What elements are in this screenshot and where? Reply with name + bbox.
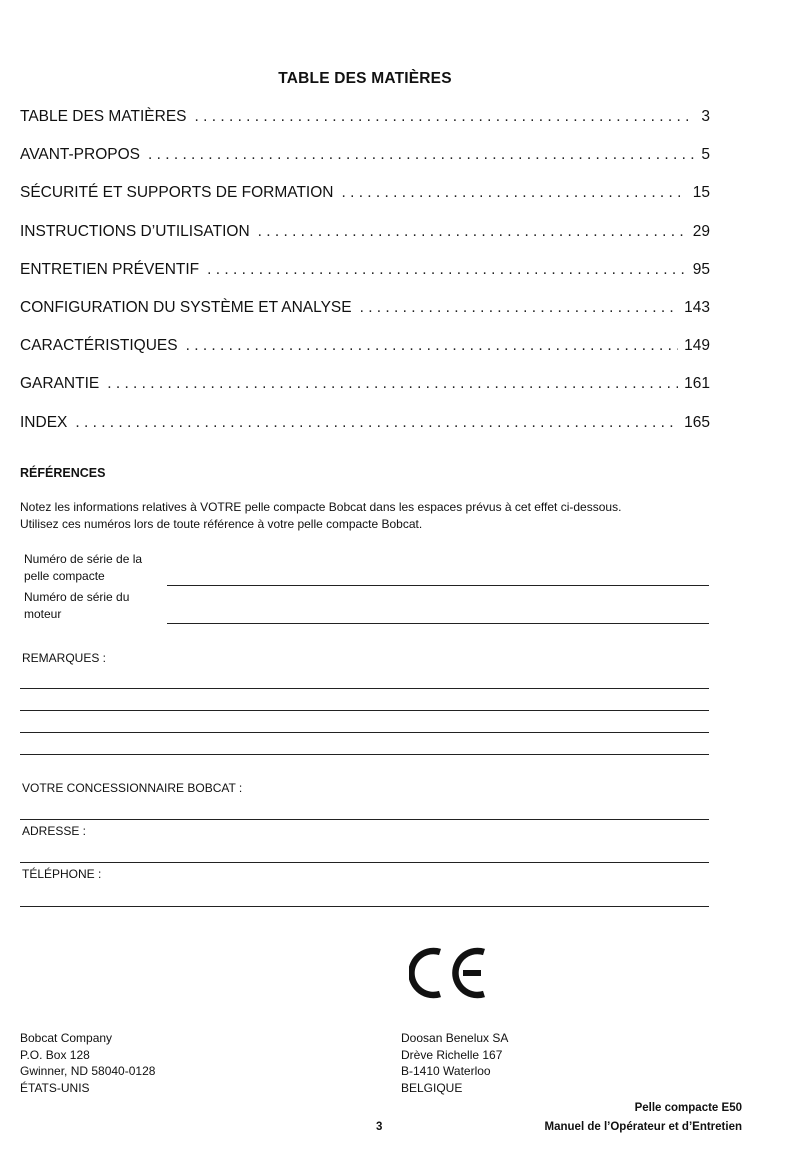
toc-entry-label: AVANT-PROPOS <box>20 146 141 164</box>
address-line: Gwinner, ND 58040-0128 <box>20 1064 156 1078</box>
remarks-line[interactable] <box>20 710 709 711</box>
toc-entry-page: 149 <box>684 337 710 355</box>
toc-entry-page: 143 <box>684 298 710 316</box>
toc-entry[interactable] <box>20 375 710 413</box>
intro-line: Utilisez ces numéros lors de toute référence à votre pelle compacte Bobcat. <box>20 517 423 531</box>
address-label: ADRESSE : <box>22 824 87 838</box>
toc-leader-dots <box>75 414 678 432</box>
dealer-field[interactable] <box>20 819 709 820</box>
us-address <box>20 1030 155 1096</box>
address-field[interactable] <box>20 862 709 863</box>
toc-entry-label: CONFIGURATION DU SYSTÈME ET ANALYSE <box>20 298 352 316</box>
toc-leader-dots <box>107 375 678 393</box>
toc-entry-page: 95 <box>692 260 710 278</box>
dealer-label: VOTRE CONCESSIONNAIRE BOBCAT : <box>22 781 243 795</box>
toc-leader-dots <box>207 261 687 279</box>
toc-entry-page: 5 <box>701 146 710 164</box>
toc-leader-dots <box>258 223 687 241</box>
footer-manual-title: Manuel de l’Opérateur et d’Entretien <box>544 1121 742 1133</box>
page-number: 3 <box>376 1121 383 1133</box>
remarks-line[interactable] <box>20 754 709 755</box>
address-line: P.O. Box 128 <box>20 1047 90 1062</box>
toc-entry[interactable] <box>20 108 710 146</box>
toc-entry[interactable] <box>20 184 710 222</box>
address-line: BELGIQUE <box>401 1080 463 1095</box>
toc-entry-label: TABLE DES MATIÈRES <box>20 108 187 125</box>
toc-entry-page: 15 <box>692 184 710 202</box>
remarks-line[interactable] <box>20 688 709 689</box>
toc-entry-label: SÉCURITÉ ET SUPPORTS DE FORMATION <box>20 184 334 202</box>
toc-entry[interactable] <box>20 261 710 299</box>
references-heading: RÉFÉRENCES <box>20 466 106 480</box>
toc-entry[interactable] <box>20 414 710 452</box>
toc-title: TABLE DES MATIÈRES <box>278 70 452 87</box>
footer-model: Pelle compacte E50 <box>634 1102 742 1114</box>
excavator-serial-field[interactable] <box>167 585 709 586</box>
toc-leader-dots <box>360 299 679 317</box>
toc-entry-page: 3 <box>701 108 710 125</box>
toc-leader-dots <box>148 146 695 164</box>
toc-leader-dots <box>341 184 686 202</box>
intro-line: Notez les informations relatives à VOTRE pelle compacte Bobcat dans les espaces prévus à cet effet ci-dessous. <box>20 500 622 514</box>
engine-serial-field[interactable] <box>167 623 709 624</box>
toc-entry-label: INDEX <box>20 413 68 431</box>
remarks-label: REMARQUES : <box>22 651 107 665</box>
toc-entry-label: GARANTIE <box>20 375 100 393</box>
table-of-contents <box>20 108 710 452</box>
toc-entry-page: 29 <box>692 222 710 240</box>
toc-entry[interactable] <box>20 146 710 184</box>
label-line: Numéro de série du <box>24 590 130 604</box>
toc-entry-label: CARACTÉRISTIQUES <box>20 337 178 355</box>
label-line: pelle compacte <box>24 569 105 583</box>
phone-label: TÉLÉPHONE : <box>22 867 102 881</box>
engine-serial-label <box>24 589 164 623</box>
toc-leader-dots <box>195 108 696 126</box>
address-line: Drève Richelle 167 <box>401 1047 503 1062</box>
excavator-serial-label <box>24 551 164 585</box>
label-line: Numéro de série de la <box>24 552 143 566</box>
toc-entry[interactable] <box>20 299 710 337</box>
eu-address <box>401 1030 508 1096</box>
toc-entry-label: ENTRETIEN PRÉVENTIF <box>20 260 200 278</box>
references-intro <box>20 499 730 533</box>
address-line: Bobcat Company <box>20 1031 113 1045</box>
toc-entry[interactable] <box>20 337 710 375</box>
label-line: moteur <box>24 607 62 621</box>
toc-entry-label: INSTRUCTIONS D’UTILISATION <box>20 222 250 240</box>
toc-entry[interactable] <box>20 223 710 261</box>
address-line: ÉTATS-UNIS <box>20 1080 90 1095</box>
remarks-line[interactable] <box>20 732 709 733</box>
toc-entry-page: 165 <box>684 413 710 431</box>
toc-leader-dots <box>186 337 679 355</box>
address-line: Doosan Benelux SA <box>401 1031 509 1045</box>
address-line: B-1410 Waterloo <box>401 1064 491 1078</box>
phone-field[interactable] <box>20 906 709 907</box>
toc-entry-page: 161 <box>684 375 710 393</box>
ce-mark-logo <box>409 944 489 1002</box>
